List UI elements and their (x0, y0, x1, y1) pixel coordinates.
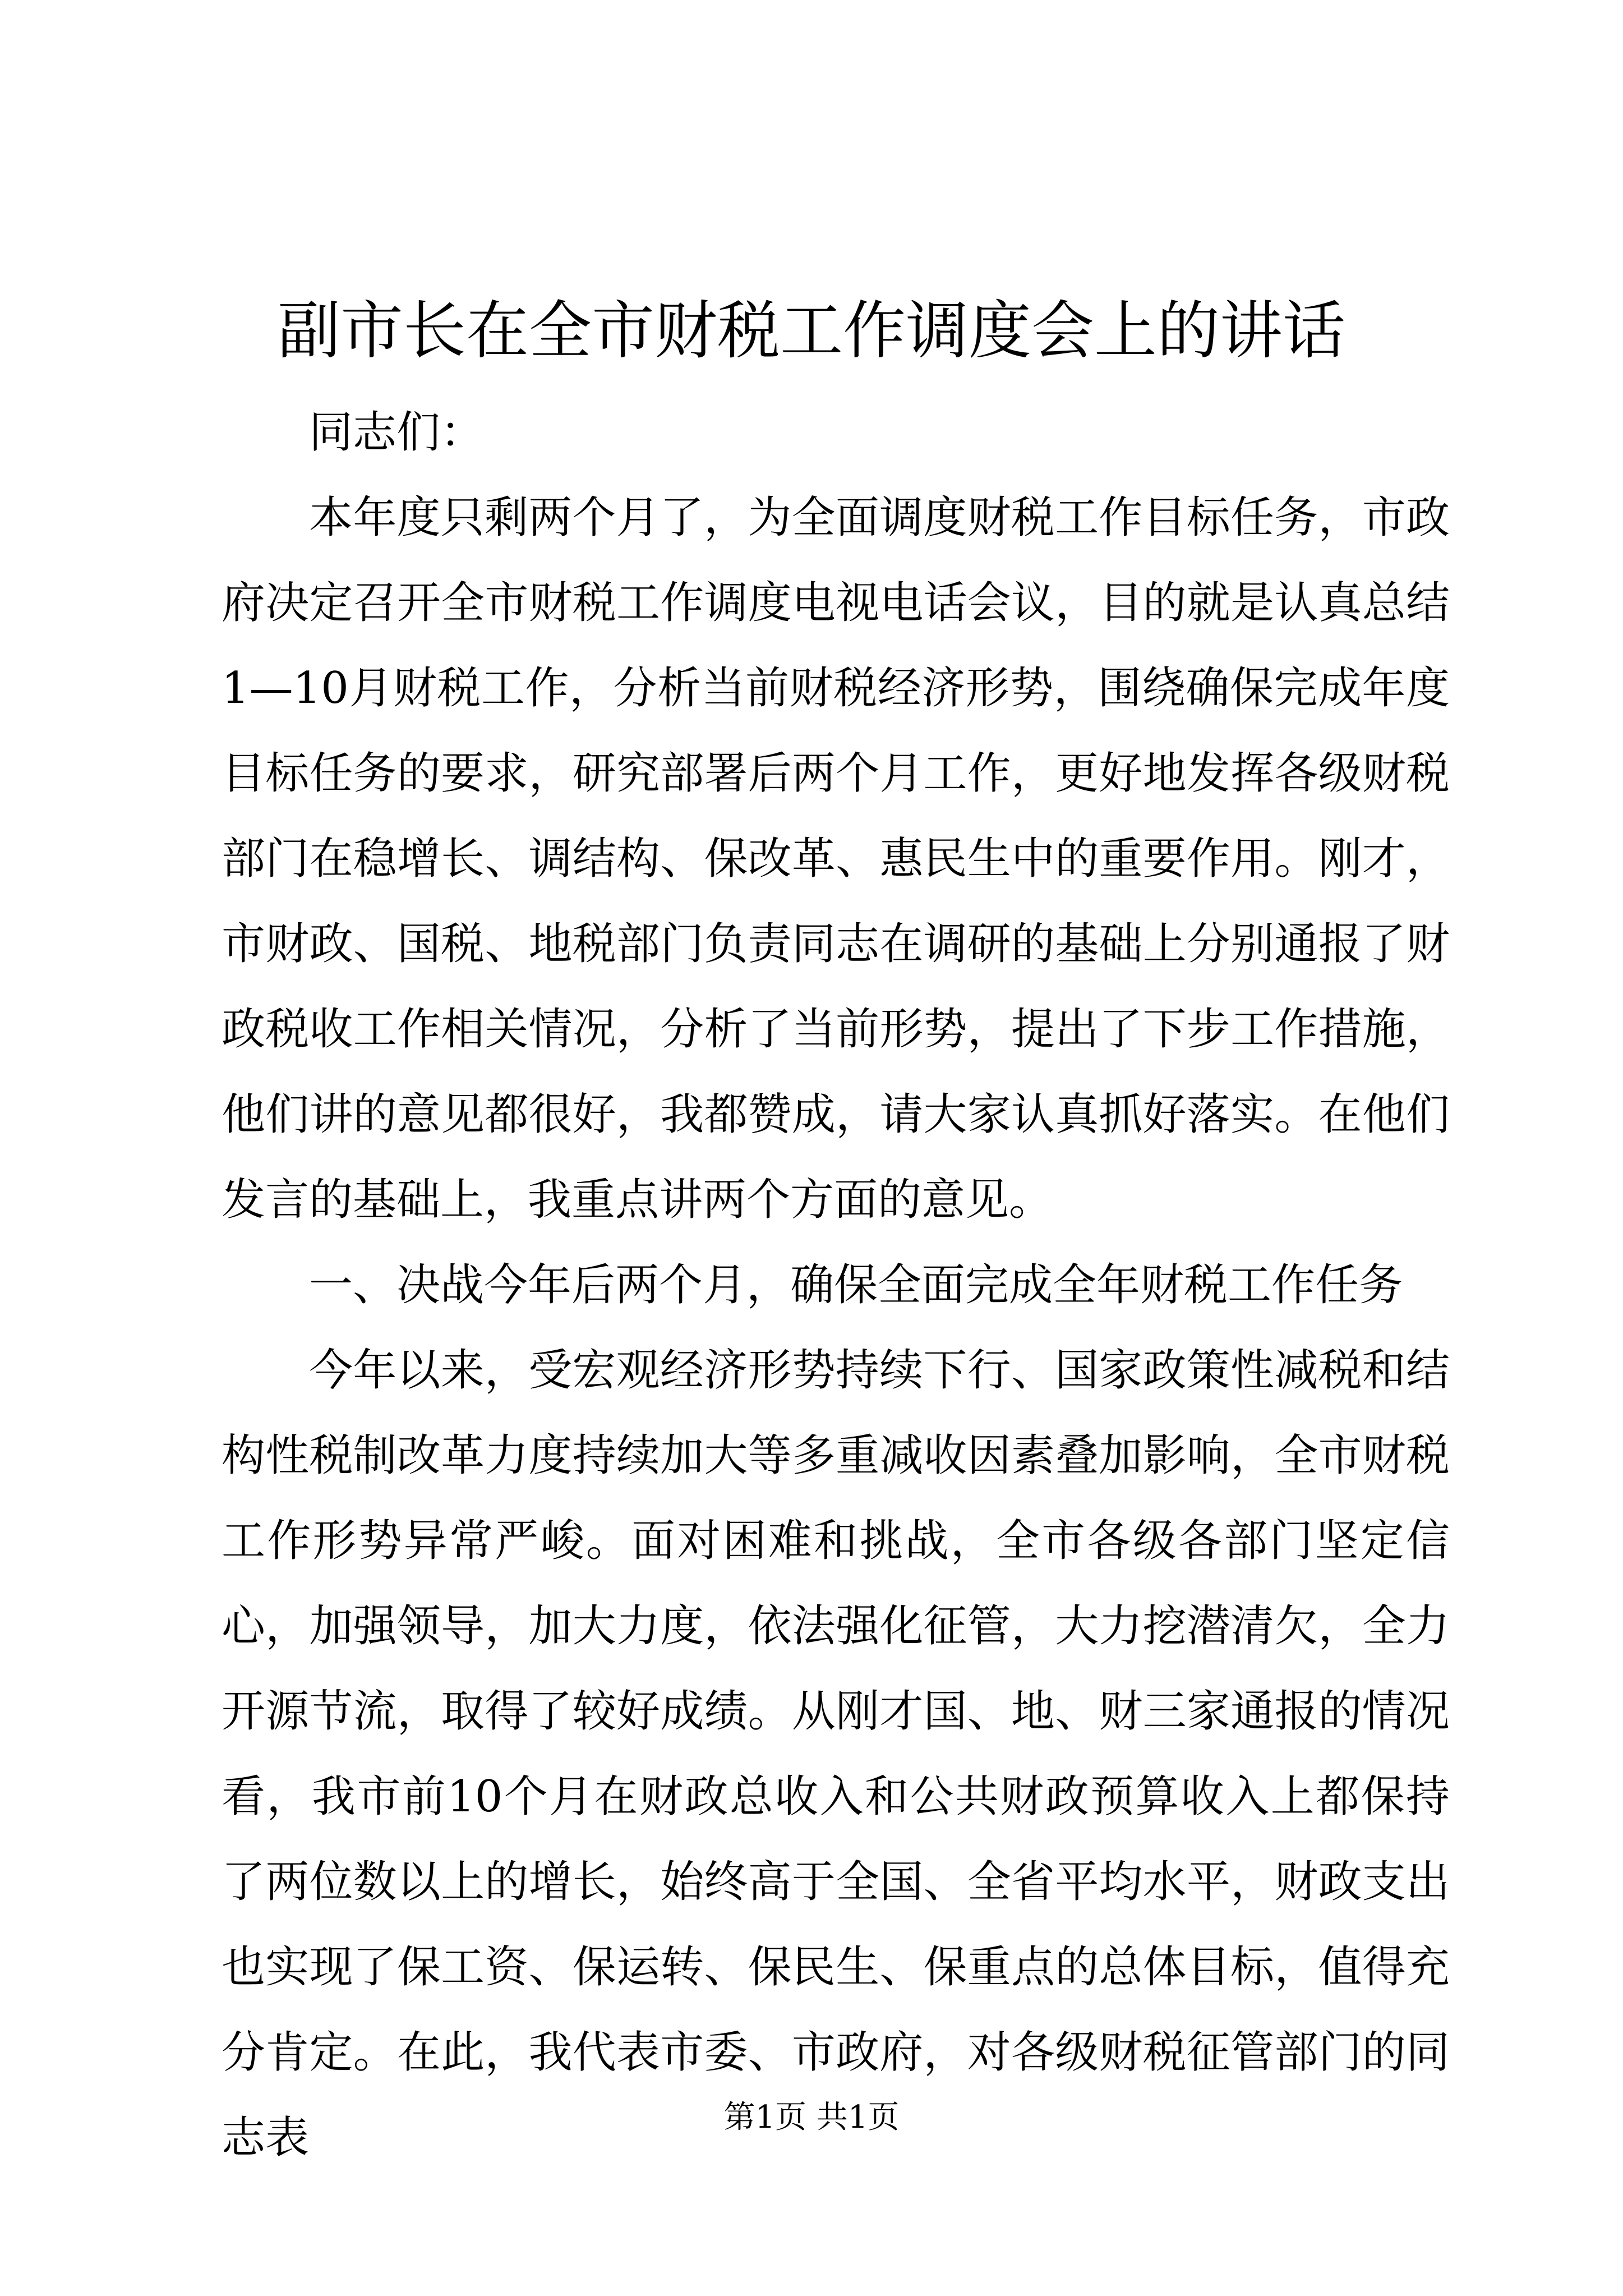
paragraph-review: 今年以来，受宏观经济形势持续下行、国家政策性减税和结构性税制改革力度持续加大等多重减收因素叠加影响，全市财税工作形势异常严峻。面对困难和挑战，全市各级各部门坚定信心，加强领导，加大力度，依法强化征管，大力挖潜清欠，全力开源节流，取得了较好成绩。从刚才国、地、财三家通报的情况看，我市前10个月在财政总收入和公共财政预算收入上都保持了两位数以上的增长，始终高于全国、全省平均水平，财政支出也实现了保工资、保运转、保民生、保重点的总体目标，值得充分肯定。在此，我代表市委、市政府，对各级财税征管部门的同志表 (222, 1345, 1450, 2163)
section-heading-1: 一、决战今年后两个月，确保全面完成全年财税工作任务 (309, 1260, 1403, 1310)
paragraph-intro: 本年度只剩两个月了，为全面调度财税工作目标任务，市政府决定召开全市财税工作调度电视电话会议，目的就是认真总结1—10月财税工作，分析当前财税经济形势，围绕确保完成年度目标任务的要求，研究部署后两个月工作，更好地发挥各级财税部门在稳增长、调结构、保改革、惠民生中的重要作用。刚才，市财政、国税、地税部门负责同志在调研的基础上分别通报了财政税收工作相关情况，分析了当前形势，提出了下步工作措施，他们讲的意见都很好，我都赞成，请大家认真抓好落实。在他们发言的基础上，我重点讲两个方面的意见。 (222, 493, 1450, 1225)
document-title: 副市长在全市财税工作调度会上的讲话 (278, 295, 1345, 367)
page-footer: 第1页 共1页 (723, 2099, 900, 2136)
document-body (222, 390, 1450, 2180)
salutation: 同志们： (309, 407, 485, 458)
